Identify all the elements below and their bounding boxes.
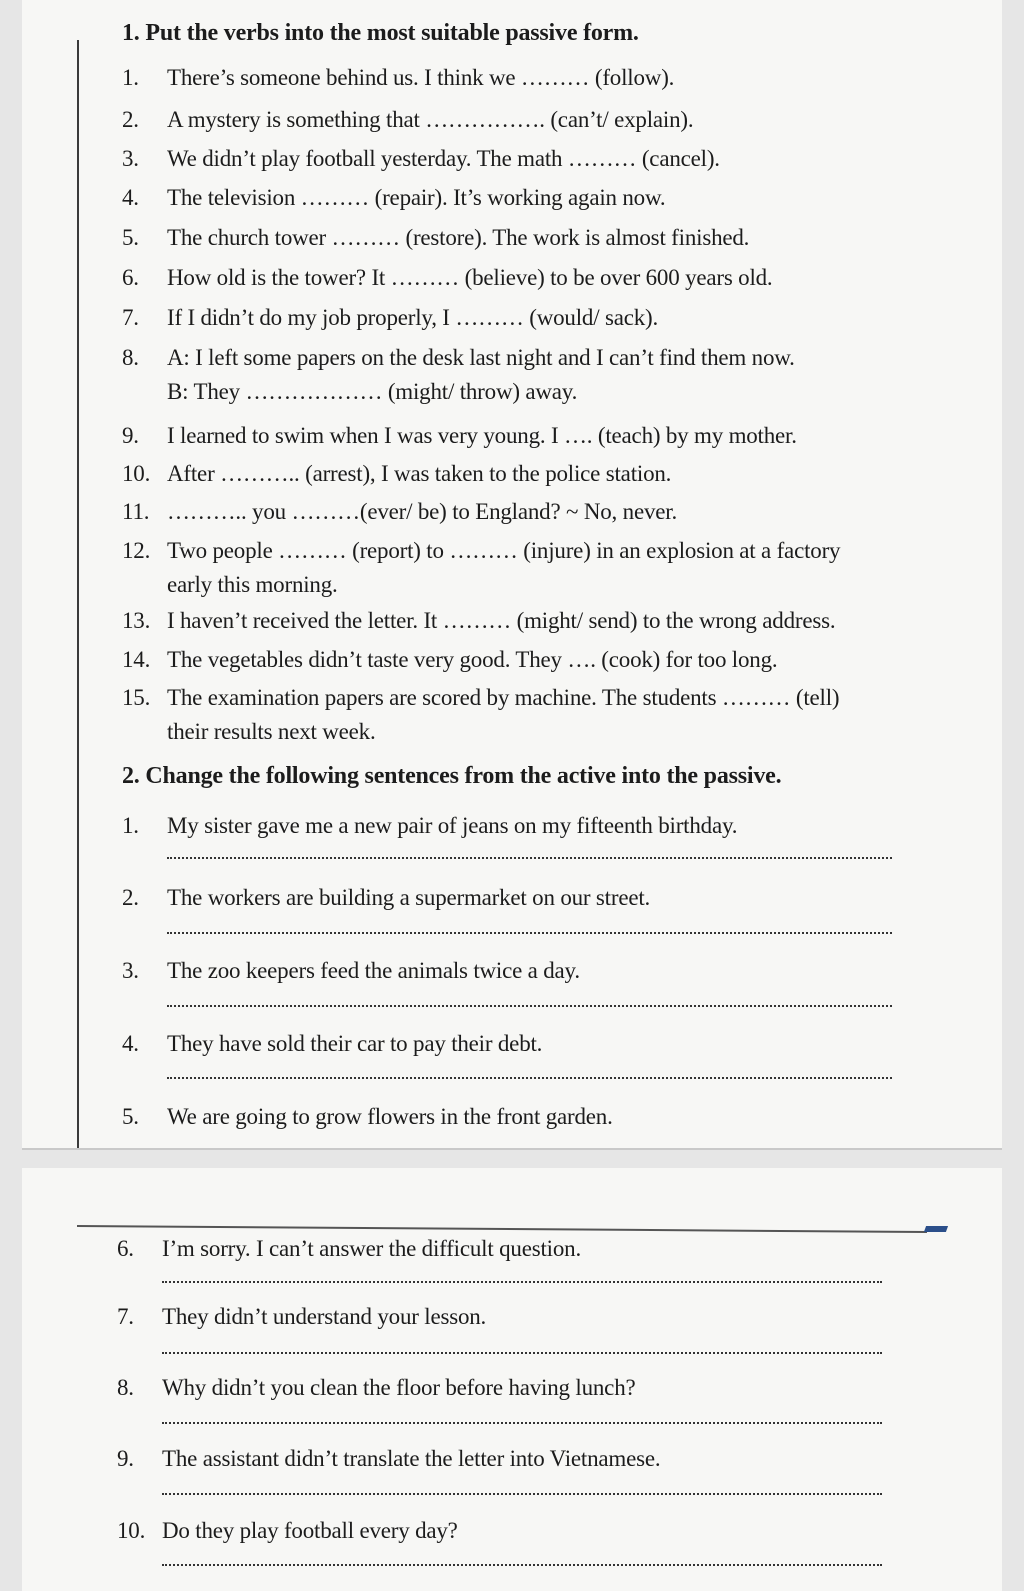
section-1-title: 1. Put the verbs into the most suitable passive form. xyxy=(122,20,639,46)
answer-line[interactable] xyxy=(162,1564,882,1566)
item-number: 7. xyxy=(117,1304,134,1329)
item-text: A: I left some papers on the desk last night and I can’t find them now. xyxy=(167,345,795,370)
item-text: Do they play football every day? xyxy=(162,1518,458,1543)
worksheet-page-2 xyxy=(22,1168,1002,1591)
item-number: 5. xyxy=(122,225,139,250)
item-number: 9. xyxy=(122,423,139,448)
item-text: The workers are building a supermarket on our street. xyxy=(167,885,651,910)
item-text: The assistant didn’t translate the letter into Vietnamese. xyxy=(162,1446,661,1471)
item-text: ……….. you ………(ever/ be) to England? ~ No, never. xyxy=(167,499,678,524)
item-text: A mystery is something that ……………. (can’t/ explain). xyxy=(167,107,694,132)
item-number: 7. xyxy=(122,305,139,330)
item-number: 9. xyxy=(117,1446,134,1471)
item-text-continued: early this morning. xyxy=(167,572,338,597)
item-number: 2. xyxy=(122,885,139,910)
item-text-continued: their results next week. xyxy=(167,719,376,744)
item-text: They didn’t understand your lesson. xyxy=(162,1304,487,1329)
item-text: Why didn’t you clean the floor before having lunch? xyxy=(162,1375,636,1400)
answer-line[interactable] xyxy=(162,1422,882,1424)
item-text: I learned to swim when I was very young. I …. (teach) by my mother. xyxy=(167,423,797,448)
item-text: The church tower ……… (restore). The work is almost finished. xyxy=(167,225,750,250)
answer-line[interactable] xyxy=(167,1077,892,1079)
answer-line[interactable] xyxy=(167,932,892,934)
item-text: The television ……… (repair). It’s working again now. xyxy=(167,185,666,210)
margin-line xyxy=(77,40,79,1148)
item-number: 10. xyxy=(122,461,151,486)
item-number: 8. xyxy=(117,1375,134,1400)
item-number: 4. xyxy=(122,185,139,210)
answer-line[interactable] xyxy=(162,1281,882,1283)
item-number: 13. xyxy=(122,608,151,633)
item-number: 4. xyxy=(122,1031,139,1056)
item-number: 3. xyxy=(122,146,139,171)
item-number: 8. xyxy=(122,345,139,370)
item-number: 6. xyxy=(117,1236,134,1261)
item-number: 1. xyxy=(122,65,139,90)
item-number: 15. xyxy=(122,685,151,710)
item-number: 3. xyxy=(122,958,139,983)
item-text: I’m sorry. I can’t answer the difficult question. xyxy=(162,1236,581,1261)
item-number: 2. xyxy=(122,107,139,132)
item-text: Two people ……… (report) to ……… (injure) in an explosion at a factory xyxy=(167,538,841,563)
item-number: 14. xyxy=(122,647,151,672)
item-number: 6. xyxy=(122,265,139,290)
item-text: How old is the tower? It ……… (believe) to be over 600 years old. xyxy=(167,265,773,290)
item-text: After ……….. (arrest), I was taken to the police station. xyxy=(167,461,672,486)
page-top-rule xyxy=(77,1225,927,1233)
item-text: The vegetables didn’t taste very good. They …. (cook) for too long. xyxy=(167,647,778,672)
item-number: 11. xyxy=(122,499,150,524)
answer-line[interactable] xyxy=(162,1352,882,1354)
item-text: The examination papers are scored by machine. The students ……… (tell) xyxy=(167,685,840,710)
item-text-continued: B: They ……………… (might/ throw) away. xyxy=(167,379,578,404)
item-text: The zoo keepers feed the animals twice a day. xyxy=(167,958,580,983)
item-text: If I didn’t do my job properly, I ……… (would/ sack). xyxy=(167,305,659,330)
section-2-title: 2. Change the following sentences from the active into the passive. xyxy=(122,763,782,789)
worksheet-page-1 xyxy=(22,0,1002,1148)
item-text: There’s someone behind us. I think we ……… (follow). xyxy=(167,65,675,90)
answer-line[interactable] xyxy=(167,857,892,859)
item-number: 10. xyxy=(117,1518,146,1543)
item-text: My sister gave me a new pair of jeans on my fifteenth birthday. xyxy=(167,813,738,838)
corner-mark xyxy=(924,1226,948,1232)
answer-line[interactable] xyxy=(167,1005,892,1007)
item-number: 1. xyxy=(122,813,139,838)
item-number: 12. xyxy=(122,538,151,563)
item-text: They have sold their car to pay their debt. xyxy=(167,1031,543,1056)
item-text: We didn’t play football yesterday. The math ……… (cancel). xyxy=(167,146,720,171)
item-text: We are going to grow flowers in the front garden. xyxy=(167,1104,613,1129)
answer-line[interactable] xyxy=(162,1493,882,1495)
item-text: I haven’t received the letter. It ……… (might/ send) to the wrong address. xyxy=(167,608,836,633)
item-number: 5. xyxy=(122,1104,139,1129)
